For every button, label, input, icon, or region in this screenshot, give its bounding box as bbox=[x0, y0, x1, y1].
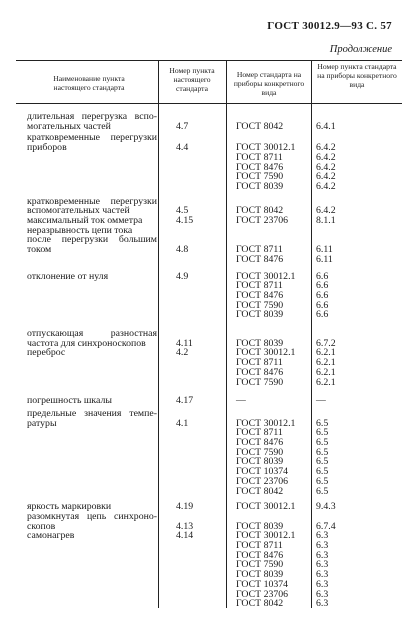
row-item-name: отпускающая разностная bbox=[27, 328, 157, 339]
table-row bbox=[16, 560, 402, 570]
table-row bbox=[16, 358, 402, 368]
row-standard-item-number: 6.3 bbox=[316, 530, 329, 542]
row-standard-number: ГОСТ 30012.1 bbox=[236, 142, 296, 154]
row-standard-item-number: 6.7.2 bbox=[316, 337, 336, 349]
row-standard-item-number: 6.5 bbox=[316, 417, 329, 429]
row-standard-number: ГОСТ 30012.1 bbox=[236, 501, 296, 513]
table-row bbox=[16, 245, 402, 255]
row-standard-number: ГОСТ 8711 bbox=[236, 280, 283, 292]
row-item-number: 4.9 bbox=[176, 270, 189, 282]
table-row bbox=[16, 512, 402, 522]
row-standard-number: ГОСТ 30012.1 bbox=[236, 347, 296, 359]
table-row bbox=[16, 133, 402, 143]
row-standard-item-number: 6.4.2 bbox=[316, 161, 336, 173]
table-row bbox=[16, 153, 402, 163]
table-row bbox=[16, 163, 402, 173]
table-row bbox=[16, 419, 402, 429]
row-standard-number: ГОСТ 7590 bbox=[236, 171, 284, 183]
row-item-number: 4.5 bbox=[176, 205, 189, 217]
row-standard-item-number: 6.5 bbox=[316, 446, 329, 458]
row-standard-item-number: 6.4.2 bbox=[316, 205, 336, 217]
row-standard-number: ГОСТ 30012.1 bbox=[236, 417, 296, 429]
table-row bbox=[16, 599, 402, 609]
row-item-number: 4.19 bbox=[176, 501, 194, 513]
row-item-number: 4.17 bbox=[176, 395, 194, 407]
table-row bbox=[16, 409, 402, 419]
row-standard-number: ГОСТ 8711 bbox=[236, 151, 283, 163]
row-standard-number: ГОСТ 7590 bbox=[236, 559, 284, 571]
row-item-name: могательных частей bbox=[27, 120, 111, 132]
row-standard-item-number: 6.4.1 bbox=[316, 120, 336, 132]
row-standard-number: ГОСТ 10374 bbox=[236, 578, 289, 590]
row-standard-item-number: 6.4.2 bbox=[316, 180, 336, 192]
row-standard-item-number: 6.11 bbox=[316, 244, 333, 256]
row-item-number: 4.13 bbox=[176, 520, 194, 532]
row-standard-item-number: 6.4.2 bbox=[316, 171, 336, 183]
row-standard-item-number: 6.3 bbox=[316, 588, 329, 600]
table-row bbox=[16, 477, 402, 487]
row-item-number: 4.8 bbox=[176, 244, 189, 256]
row-standard-number: ГОСТ 8042 bbox=[236, 485, 284, 497]
table-row bbox=[16, 438, 402, 448]
column-header-item-name: Наименование пункта настоящего стандарта bbox=[53, 74, 125, 92]
row-standard-item-number: 6.3 bbox=[316, 569, 329, 581]
row-standard-number: ГОСТ 8711 bbox=[236, 244, 283, 256]
column-header-item-number: Номер пункта настоящего стандарта bbox=[169, 66, 215, 93]
table-row bbox=[16, 378, 402, 388]
row-item-name: яркость маркировки bbox=[27, 501, 112, 513]
row-item-name: отклонение от нуля bbox=[27, 270, 109, 282]
row-standard-number: ГОСТ 23706 bbox=[236, 475, 289, 487]
row-item-name: ратуры bbox=[27, 417, 57, 429]
row-standard-item-number: 6.4.2 bbox=[316, 151, 336, 163]
row-standard-number: ГОСТ 8039 bbox=[236, 456, 284, 468]
row-item-name: неразрывность цепи тока bbox=[27, 224, 133, 236]
table-row bbox=[16, 457, 402, 467]
column-header-standard-number: Номер стандарта на приборы конкретного вида bbox=[233, 70, 305, 97]
table-row bbox=[16, 339, 402, 349]
row-standard-number: ГОСТ 23706 bbox=[236, 588, 289, 600]
row-standard-item-number: 8.1.1 bbox=[316, 215, 336, 226]
row-standard-item-number: 6.5 bbox=[316, 427, 329, 439]
row-standard-item-number: — bbox=[316, 395, 326, 407]
row-standard-number: ГОСТ 10374 bbox=[236, 466, 289, 478]
row-item-number: 4.2 bbox=[176, 347, 189, 359]
table-row bbox=[16, 580, 402, 590]
row-standard-number: — bbox=[236, 395, 246, 407]
row-standard-number: ГОСТ 8711 bbox=[236, 427, 283, 439]
row-item-name: длительная перегрузка вспо- bbox=[27, 111, 157, 122]
table-row bbox=[16, 551, 402, 561]
row-item-name: после перегрузки большим bbox=[27, 234, 157, 246]
table-row bbox=[16, 487, 402, 497]
row-standard-item-number: 9.4.3 bbox=[316, 501, 336, 513]
row-standard-number: ГОСТ 8039 bbox=[236, 309, 284, 321]
row-standard-item-number: 6.2.1 bbox=[316, 376, 336, 388]
table-row bbox=[16, 272, 402, 282]
row-standard-item-number: 6.6 bbox=[316, 299, 329, 311]
header-bottom-border bbox=[16, 103, 402, 104]
row-item-name: переброс bbox=[27, 347, 66, 359]
row-standard-item-number: 6.7.4 bbox=[316, 520, 336, 532]
table-row bbox=[16, 396, 402, 406]
table-row bbox=[16, 570, 402, 580]
row-standard-item-number: 6.2.1 bbox=[316, 366, 336, 378]
table-row bbox=[16, 301, 402, 311]
table-row bbox=[16, 291, 402, 301]
row-standard-item-number: 6.6 bbox=[316, 289, 329, 301]
table-row bbox=[16, 172, 402, 182]
row-standard-item-number: 6.3 bbox=[316, 549, 329, 561]
column-header-standard-item-number: Номер пункта стандарта на приборы конкретного вида bbox=[317, 62, 397, 89]
standards-table bbox=[16, 60, 402, 608]
row-standard-number: ГОСТ 7590 bbox=[236, 376, 284, 388]
row-item-name: частота для синхроноскопов bbox=[27, 337, 146, 349]
row-standard-item-number: 6.2.1 bbox=[316, 347, 336, 359]
row-item-name: кратковременные перегрузки bbox=[27, 195, 157, 207]
row-standard-item-number: 6.5 bbox=[316, 437, 329, 448]
row-standard-number: ГОСТ 7590 bbox=[236, 446, 284, 458]
table-row bbox=[16, 235, 402, 245]
table-row bbox=[16, 310, 402, 320]
row-standard-item-number: 6.6 bbox=[316, 270, 329, 282]
row-standard-number: ГОСТ 8476 bbox=[236, 366, 284, 378]
row-standard-number: ГОСТ 8476 bbox=[236, 161, 284, 173]
row-standard-item-number: 6.5 bbox=[316, 456, 329, 468]
row-item-name: самонагрев bbox=[27, 530, 75, 542]
table-row bbox=[16, 143, 402, 153]
table-row bbox=[16, 467, 402, 477]
row-standard-item-number: 6.11 bbox=[316, 253, 333, 265]
row-item-number: 4.1 bbox=[176, 417, 189, 429]
document-code: ГОСТ 30012.9—93 С. 57 bbox=[267, 20, 392, 32]
row-standard-item-number: 6.5 bbox=[316, 466, 329, 478]
row-item-name: максимальный ток омметра bbox=[27, 215, 143, 226]
row-standard-number: ГОСТ 7590 bbox=[236, 299, 284, 311]
row-item-name: разомкнутая цепь синхроно- bbox=[27, 510, 157, 522]
row-standard-number: ГОСТ 30012.1 bbox=[236, 530, 296, 542]
row-item-name: предельные значения темпе- bbox=[27, 407, 157, 419]
row-standard-number: ГОСТ 8042 bbox=[236, 120, 284, 132]
row-standard-number: ГОСТ 8039 bbox=[236, 569, 284, 581]
table-row bbox=[16, 122, 402, 132]
row-standard-item-number: 6.5 bbox=[316, 485, 329, 497]
row-standard-number: ГОСТ 8039 bbox=[236, 337, 284, 349]
row-standard-number: ГОСТ 8476 bbox=[236, 289, 284, 301]
table-row bbox=[16, 531, 402, 541]
table-row bbox=[16, 255, 402, 265]
table-row bbox=[16, 428, 402, 438]
row-standard-number: ГОСТ 8042 bbox=[236, 598, 284, 610]
row-item-number: 4.14 bbox=[176, 530, 194, 542]
row-standard-number: ГОСТ 8711 bbox=[236, 357, 283, 369]
row-standard-number: ГОСТ 8476 bbox=[236, 549, 284, 561]
row-standard-item-number: 6.2.1 bbox=[316, 357, 336, 369]
row-standard-number: ГОСТ 23706 bbox=[236, 215, 289, 226]
continuation-label: Продолжение bbox=[329, 44, 392, 55]
row-standard-item-number: 6.3 bbox=[316, 540, 329, 551]
row-standard-item-number: 6.6 bbox=[316, 280, 329, 292]
row-standard-number: ГОСТ 8039 bbox=[236, 180, 284, 192]
row-item-number: 4.7 bbox=[176, 120, 189, 132]
row-standard-number: ГОСТ 30012.1 bbox=[236, 270, 296, 282]
row-standard-item-number: 6.3 bbox=[316, 598, 329, 610]
row-item-name: приборов bbox=[27, 142, 67, 154]
table-row bbox=[16, 368, 402, 378]
row-item-number: 4.15 bbox=[176, 215, 194, 226]
row-item-name: током bbox=[27, 244, 52, 256]
row-standard-item-number: 6.6 bbox=[316, 309, 329, 321]
row-item-number: 4.4 bbox=[176, 142, 189, 154]
table-row bbox=[16, 182, 402, 192]
row-standard-item-number: 6.5 bbox=[316, 475, 329, 487]
row-standard-number: ГОСТ 8476 bbox=[236, 253, 284, 265]
table-row bbox=[16, 541, 402, 551]
row-item-name: кратковременные перегрузки bbox=[27, 132, 157, 144]
table-row bbox=[16, 448, 402, 458]
table-top-border bbox=[16, 60, 402, 61]
row-item-number: 4.11 bbox=[176, 337, 193, 349]
row-item-name: погрешность шкалы bbox=[27, 395, 112, 407]
row-item-name: скопов bbox=[27, 520, 56, 532]
row-standard-number: ГОСТ 8042 bbox=[236, 205, 284, 217]
table-row bbox=[16, 590, 402, 600]
table-row bbox=[16, 281, 402, 291]
table-row bbox=[16, 348, 402, 358]
row-standard-number: ГОСТ 8711 bbox=[236, 540, 283, 551]
row-standard-item-number: 6.3 bbox=[316, 578, 329, 590]
row-standard-number: ГОСТ 8039 bbox=[236, 520, 284, 532]
row-standard-item-number: 6.3 bbox=[316, 559, 329, 571]
row-standard-number: ГОСТ 8476 bbox=[236, 437, 284, 448]
row-item-name: вспомогательных частей bbox=[27, 205, 130, 217]
row-standard-item-number: 6.4.2 bbox=[316, 142, 336, 154]
